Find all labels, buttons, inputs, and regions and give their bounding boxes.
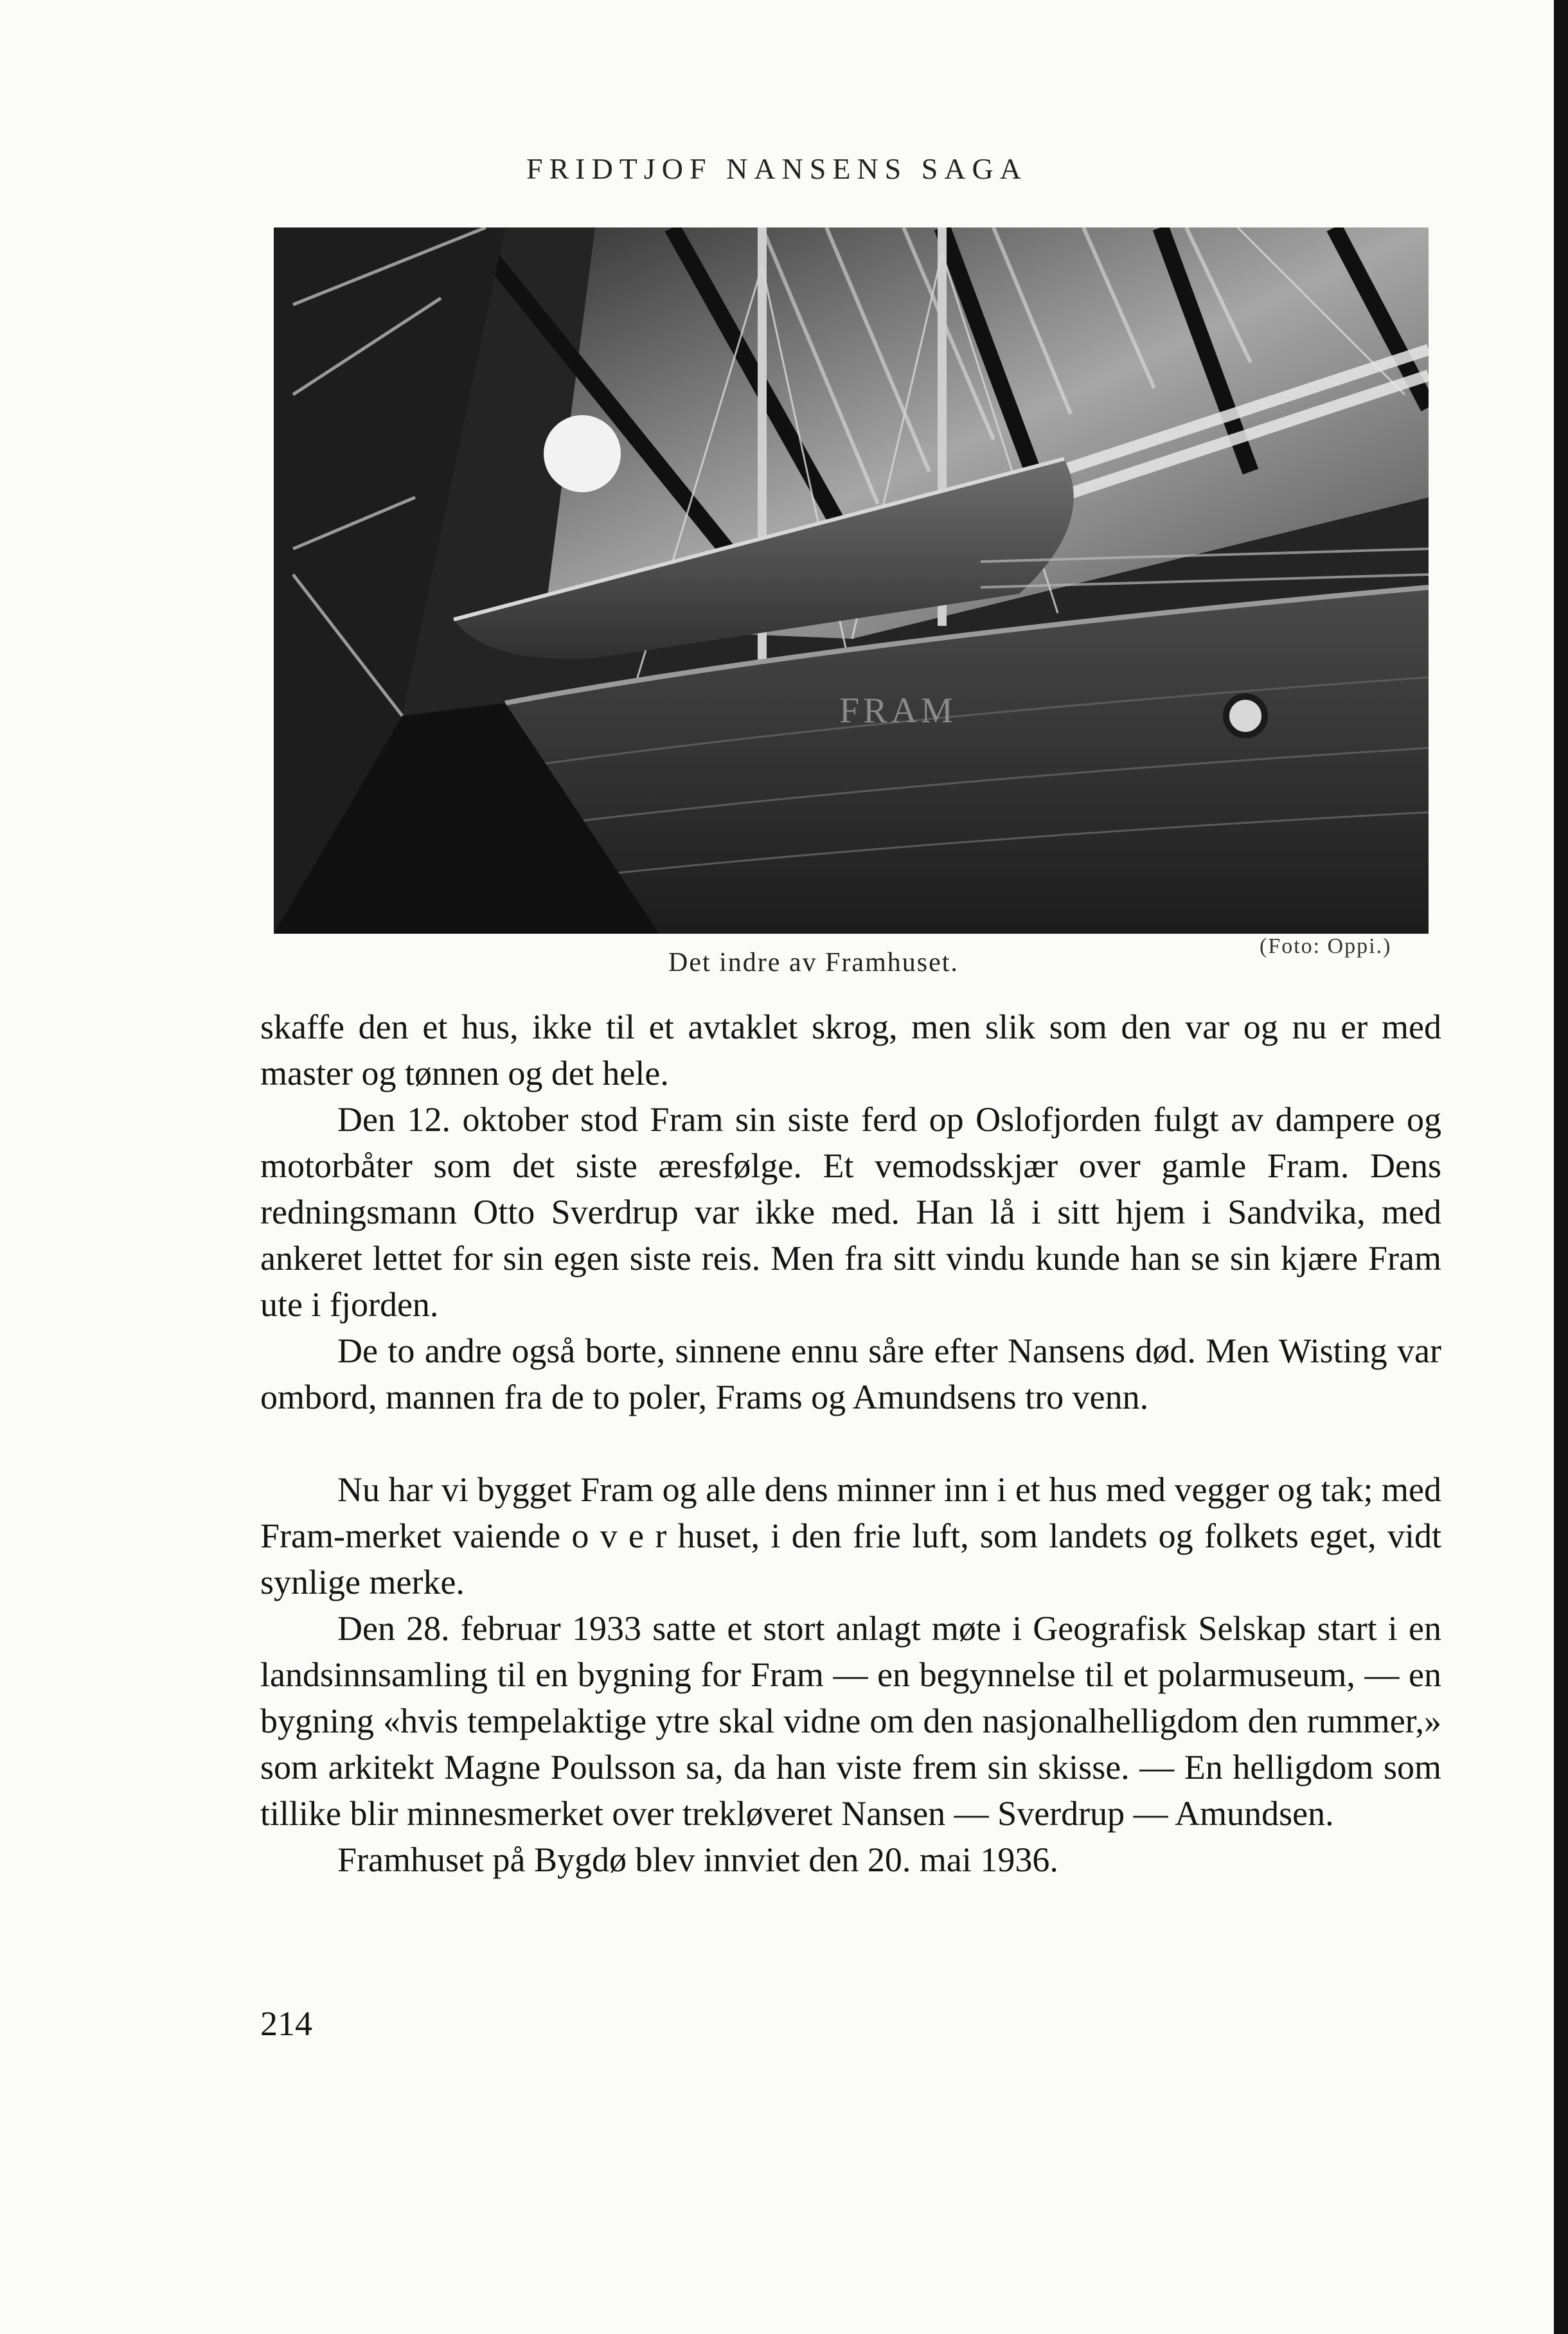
running-title: FRIDTJOF NANSENS SAGA: [526, 152, 1028, 185]
photo-framhuset-interior: [274, 227, 1429, 934]
paragraph: Nu har vi bygget Fram og alle dens minner inn i et hus med vegger og tak; med Fram-merket vaiende o v e r huset, i den frie luft, som landets og folkets eget, vidt synlige merke.: [260, 1470, 1441, 1601]
paragraph: Den 12. oktober stod Fram sin siste ferd op Oslofjorden fulgt av dampere og motorbåter som det siste æresfølge. Et vemodsskjær over gamle Fram. Dens redningsmann Otto Sverdrup var ikke med. Han lå i sitt hjem i Sandvika, med ankeret lettet for sin egen siste reis. Men fra sitt vindu kunde han se sin kjære Fram ute i fjorden.: [260, 1100, 1441, 1324]
scan-edge: [1554, 0, 1568, 2334]
paragraph: Framhuset på Bygdø blev innviet den 20. mai 1936.: [337, 1840, 1058, 1879]
hull-name-text: FRAM: [839, 691, 957, 731]
paragraph: De to andre også borte, sinnene ennu såre efter Nansens død. Men Wisting var ombord, mannen fra de to poler, Frams og Amundsens tro venn.: [260, 1332, 1441, 1416]
page-number: 214: [260, 2004, 312, 2043]
photo-credit: (Foto: Oppi.): [1260, 934, 1392, 958]
paragraph-continuation: skaffe den et hus, ikke til et avtaklet skrog, men slik som den var og nu er med master og tønnen og det hele.: [260, 1008, 1441, 1092]
section-break: [260, 1420, 1441, 1466]
paragraph: Den 28. februar 1933 satte et stort anlagt møte i Geografisk Selskap start i en landsinnsamling til en bygning for Fram — en begynnelse til et polarmuseum, — en bygning «hvis tempelaktige ytre skal vidne om den nasjonalhelligdom den rummer,» som arkitekt Magne Poulsson sa, da han viste frem sin skisse. — En helligdom som tillike blir minnesmerket over trekløveret Nansen — Sverdrup — Amundsen.: [260, 1609, 1441, 1833]
body-text: [260, 1004, 1441, 1883]
figure-caption: Det indre av Framhuset.: [668, 948, 959, 977]
ship-hall-illustration: [274, 227, 1429, 934]
